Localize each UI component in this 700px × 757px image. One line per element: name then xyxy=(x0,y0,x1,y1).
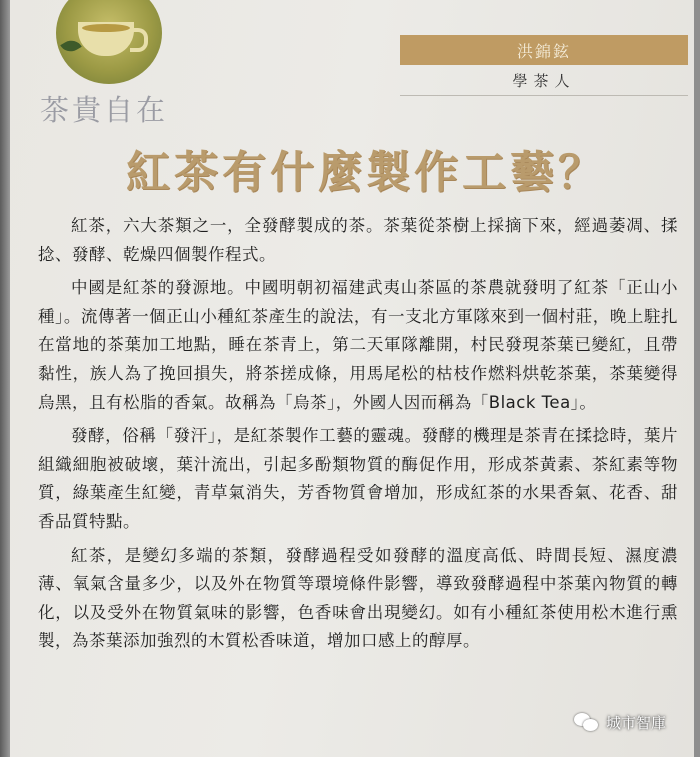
paragraph: 紅茶，是變幻多端的茶類，發酵過程受如發酵的溫度高低、時間長短、濕度濃薄、氧氣含量多少，以及外在物質等環境條件影響，導致發酵過程中茶葉內物質的轉化，以及受外在物質氣味的影響，色香味會出現變幻。如有小種紅茶使用松木進行熏製，為茶葉添加強烈的木質松香味道，增加口感上的醇厚。 xyxy=(38,545,678,651)
article-headline: 紅茶有什麼製作工藝？ xyxy=(126,147,606,198)
cup-handle xyxy=(130,28,148,52)
tea-cup-icon xyxy=(78,22,134,56)
paragraph: 紅茶，六大茶類之一，全發酵製成的茶。茶葉從茶樹上採摘下來，經過萎凋、揉捻、發酵、乾燥四個製作程式。 xyxy=(38,216,678,264)
column-title: 茶貴自在 xyxy=(40,93,169,127)
paragraph: 發酵，俗稱「發汗」，是紅茶製作工藝的靈魂。發酵的機理是茶青在揉捻時，葉片組織細胞被破壞，葉汁流出，引起多酚類物質的酶促作用，形成茶黃素、茶紅素等物質，綠葉產生紅變，青草氣消失，芳香物質會增加，形成紅茶的水果香氣、花香、甜香品質特點。 xyxy=(38,426,678,531)
author-bar xyxy=(400,35,688,65)
watermark xyxy=(574,712,666,733)
author-name: 洪錦鉉 xyxy=(516,41,571,61)
page-edge-shadow xyxy=(0,0,10,757)
paragraph: 中國是紅茶的發源地。中國明朝初福建武夷山茶區的茶農就發明了紅茶「正山小種」。流傳著一個正山小種紅茶產生的說法，有一支北方軍隊來到一個村莊，晚上駐扎在當地的茶葉加工地點，睡在茶青上，第二天軍隊離開，村民發現茶葉已變紅，且帶黏性，族人為了挽回損失，將茶搓成條，用馬尾松的枯枝作燃料烘乾茶葉，茶葉變得烏黑，且有松脂的香氣。故稱為「烏茶」，外國人因而稱為「Black Tea」。 xyxy=(38,278,678,412)
tea-leaf-icon xyxy=(60,36,82,55)
wechat-icon xyxy=(574,713,600,733)
author-role: 學茶人 xyxy=(512,72,576,90)
article-body xyxy=(38,212,678,661)
newspaper-page xyxy=(8,0,694,757)
watermark-text: 城市智庫 xyxy=(606,714,667,732)
author-divider xyxy=(400,95,688,96)
tea-cup-emblem xyxy=(56,0,162,84)
